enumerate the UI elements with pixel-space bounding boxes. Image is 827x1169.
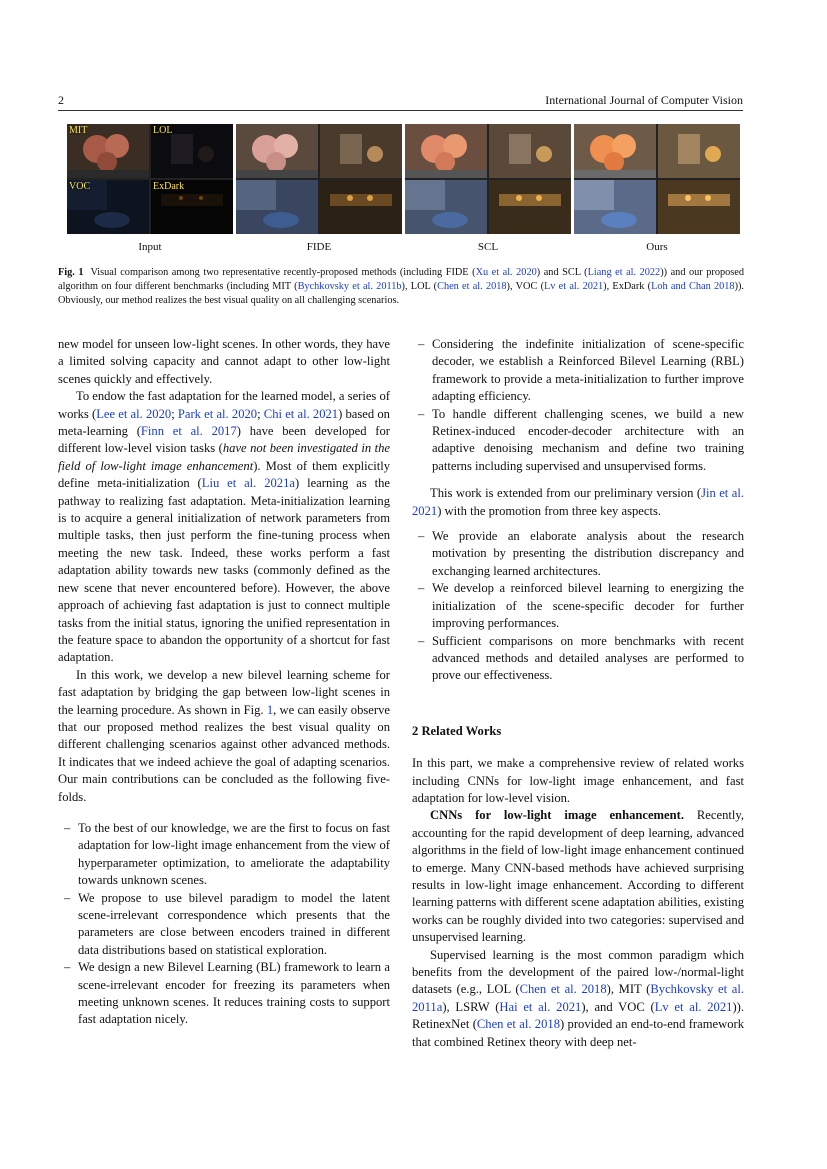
image-mit-scl: [405, 124, 487, 178]
extension-list: [412, 528, 744, 685]
journal-title: International Journal of Computer Vision: [545, 93, 743, 107]
citation-link[interactable]: Bychkovsky et al. 2011b: [297, 281, 402, 292]
paragraph: In this work, we develop a new bilevel learning scheme for fast adaptation by bridging the gap between low-light scenes in the learning procedure. As shown in Fig. 1, we can easily observe that our proposed method realizes the best visual quality on different challenging scenarios against other advanced methods. It indicates that we indeed achieve the goal of adapting scenarios. Our main contributions can be concluded as the following five-folds.: [58, 667, 390, 804]
figure-label: Fig. 1: [58, 267, 84, 278]
list-item: – We provide an elaborate analysis about the research motivation by presenting the distribution discrepancy and exchanging learned architectures.: [412, 528, 744, 580]
list-item: – To handle different challenging scenes, we build a new Retinex-induced encoder-decoder architecture with an adaptive denoising mechanism and define two training patterns including supervised and unsupervised forms.: [412, 406, 744, 476]
paragraph: This work is extended from our preliminary version (Jin et al. 2021) with the promotion from three key aspects.: [412, 486, 744, 518]
citation-link[interactable]: Chen et al. 2018: [519, 982, 607, 997]
panel-caption-scl: SCL: [477, 241, 499, 253]
figure-panel-scl: [405, 124, 571, 234]
list-item: – Considering the indefinite initialization of scene-specific decoder, we establish a Reinforced Bilevel Learning (RBL) framework to provide a meta-initialization to further improve adapting efficiency.: [412, 336, 744, 406]
list-item: – We develop a reinforced bilevel learning to energizing the initialization of the scene-specific decoder for further improving performances.: [412, 580, 744, 632]
citation-link[interactable]: Chen et al. 2018: [476, 1017, 560, 1032]
image-exdark-input: [151, 180, 233, 234]
caption-text: )) and our proposed algorithm on four different benchmarks (including MIT (: [58, 267, 744, 292]
citation-link[interactable]: Xu et al. 2020: [475, 267, 537, 278]
image-mit-ours: [574, 124, 656, 178]
figure-caption: [58, 266, 744, 308]
panel-caption-input: Input: [138, 241, 162, 253]
image-lol-fide: [320, 124, 402, 178]
citation-link[interactable]: Chi et al. 2021: [263, 406, 339, 421]
list-item: – We propose to use bilevel paradigm to model the latent scene-irrelevant correspondence which presents that the parameters are close between encoders trained in different data distributions based on statistical exploration.: [58, 890, 390, 960]
image-voc-fide: [236, 180, 318, 234]
citation-link[interactable]: Lv et al. 2021: [544, 281, 604, 292]
panel-caption-fide: FIDE: [306, 241, 332, 253]
right-column: [412, 336, 744, 1051]
left-column: [58, 336, 390, 1029]
citation-link[interactable]: Park et al. 2020: [177, 406, 258, 421]
citation-link[interactable]: Lee et al. 2020: [96, 406, 172, 421]
image-exdark-scl: [489, 180, 571, 234]
list-item: – We design a new Bilevel Learning (BL) framework to learn a scene-irrelevant encoder for freezing its parameters when meeting unknown scenes. It reduces training costs to support fast adaptation nicely.: [58, 959, 390, 1029]
image-voc-ours: [574, 180, 656, 234]
caption-text: )). Obviously, our method realizes the best visual quality on all challenging scenarios.: [58, 281, 745, 306]
citation-link[interactable]: Lv et al. 2021: [654, 999, 733, 1014]
page-number: 2: [58, 93, 64, 107]
paragraph: To endow the fast adaptation for the learned model, a series of works (Lee et al. 2020; Park et al. 2020; Chi et al. 2021) based on meta-learning (Finn et al. 2017) have been developed for different low-level vision tasks (have not been investigated in the field of low-light image enhancement). Most of them explicitly define meta-initialization (Liu et al. 2021a) learning as the pathway to realizing fast adaptation. Meta-initialization learning is to acquire a general initialization of network parameters from multiple tasks, then just perform the fine-tuning process when meeting the new task. Indeed, these works perform a fast adaptation ability towards new tasks (commonly defined as the new scene that never encountered before). However, the above approach of achieving fast adaptation is just to connect multiple tasks from the initial status, ignoring the unified representation in the feature space to abandon the opportunity of a shortcut for fast adaptation.: [58, 389, 390, 665]
figure-panel-ours: [574, 124, 740, 234]
contribution-list: [58, 820, 390, 1029]
contribution-list-continued: [412, 336, 744, 475]
label-lol: LOL: [153, 125, 173, 136]
citation-link[interactable]: Liang et al. 2022: [587, 267, 661, 278]
runin-heading: CNNs for low-light image enhancement.: [430, 808, 684, 823]
citation-link[interactable]: Loh and Chan 2018: [651, 281, 735, 292]
image-lol-scl: [489, 124, 571, 178]
paragraph: Supervised learning is the most common paradigm which benefits from the development of the paired low-/normal-light datasets (e.g., LOL (Chen et al. 2018), MIT (Bychkovsky et al. 2011a), LSRW (Hai et al. 2021), and VOC (Lv et al. 2021)). RetinexNet (Chen et al. 2018) provided an end-to-end framework that combined Retinex theory with deep net-: [412, 947, 744, 1049]
citation-link[interactable]: Bychkovsky et al. 2011a: [412, 982, 744, 1014]
label-mit: MIT: [69, 125, 88, 136]
figure-link[interactable]: 1: [266, 702, 274, 717]
image-voc-scl: [405, 180, 487, 234]
citation-link[interactable]: Jin et al. 2021: [412, 486, 744, 518]
label-exdark: ExDark: [153, 181, 185, 192]
caption-text: ), ExDark (: [603, 281, 652, 292]
image-lol-ours: [658, 124, 740, 178]
citation-link[interactable]: Liu et al. 2021a: [201, 476, 295, 491]
caption-text: ), VOC (: [506, 281, 544, 292]
paragraph: CNNs for low-light image enhancement. Recently, accounting for the rapid development of deep learning, advanced algorithms in the field of low-light image enhancement continued to emerge. Many CNN-based methods have achieved surprising results in low-light image enhancement. According to different learning patterns with different scene adaptation abilities, existing works can be roughly divided into two categories: supervised and unsupervised learning.: [412, 808, 745, 945]
list-item: – To the best of our knowledge, we are the first to focus on fast adaptation for low-light image enhancement from the view of hyperparameter optimization, to ameliorate the adaptability towards unknown scenes.: [58, 820, 390, 890]
image-lol-input: [151, 124, 233, 178]
list-item: – Sufficient comparisons on more benchmarks with recent advanced methods and detailed analyses are performed to prove our effectiveness.: [412, 633, 744, 685]
figure-panel-input: [67, 124, 233, 234]
caption-text: Visual comparison among two representative recently-proposed methods (including FIDE (: [90, 267, 476, 278]
paragraph: In this part, we make a comprehensive review of related works including CNNs for low-light image enhancement, and fast adaptation for low-level vision.: [412, 756, 744, 805]
caption-text: ), LOL (: [401, 281, 438, 292]
image-voc-input: [67, 180, 149, 234]
image-mit-input: [67, 124, 149, 178]
section-heading: 2 Related Works: [412, 723, 502, 738]
image-exdark-ours: [658, 180, 740, 234]
citation-link[interactable]: Chen et al. 2018: [437, 281, 507, 292]
image-mit-fide: [236, 124, 318, 178]
citation-link[interactable]: Hai et al. 2021: [499, 999, 582, 1014]
paragraph: new model for unseen low-light scenes. In other words, they have a limited solving capacity and cannot adapt to other low-light scenes quickly and effectively.: [58, 337, 390, 386]
figure-panel-fide: [236, 124, 402, 234]
label-voc: VOC: [69, 181, 91, 192]
header-rule: [58, 110, 743, 111]
citation-link[interactable]: Finn et al. 2017: [140, 424, 237, 439]
caption-text: ) and SCL (: [536, 267, 588, 278]
image-exdark-fide: [320, 180, 402, 234]
panel-caption-ours: Ours: [646, 241, 668, 253]
